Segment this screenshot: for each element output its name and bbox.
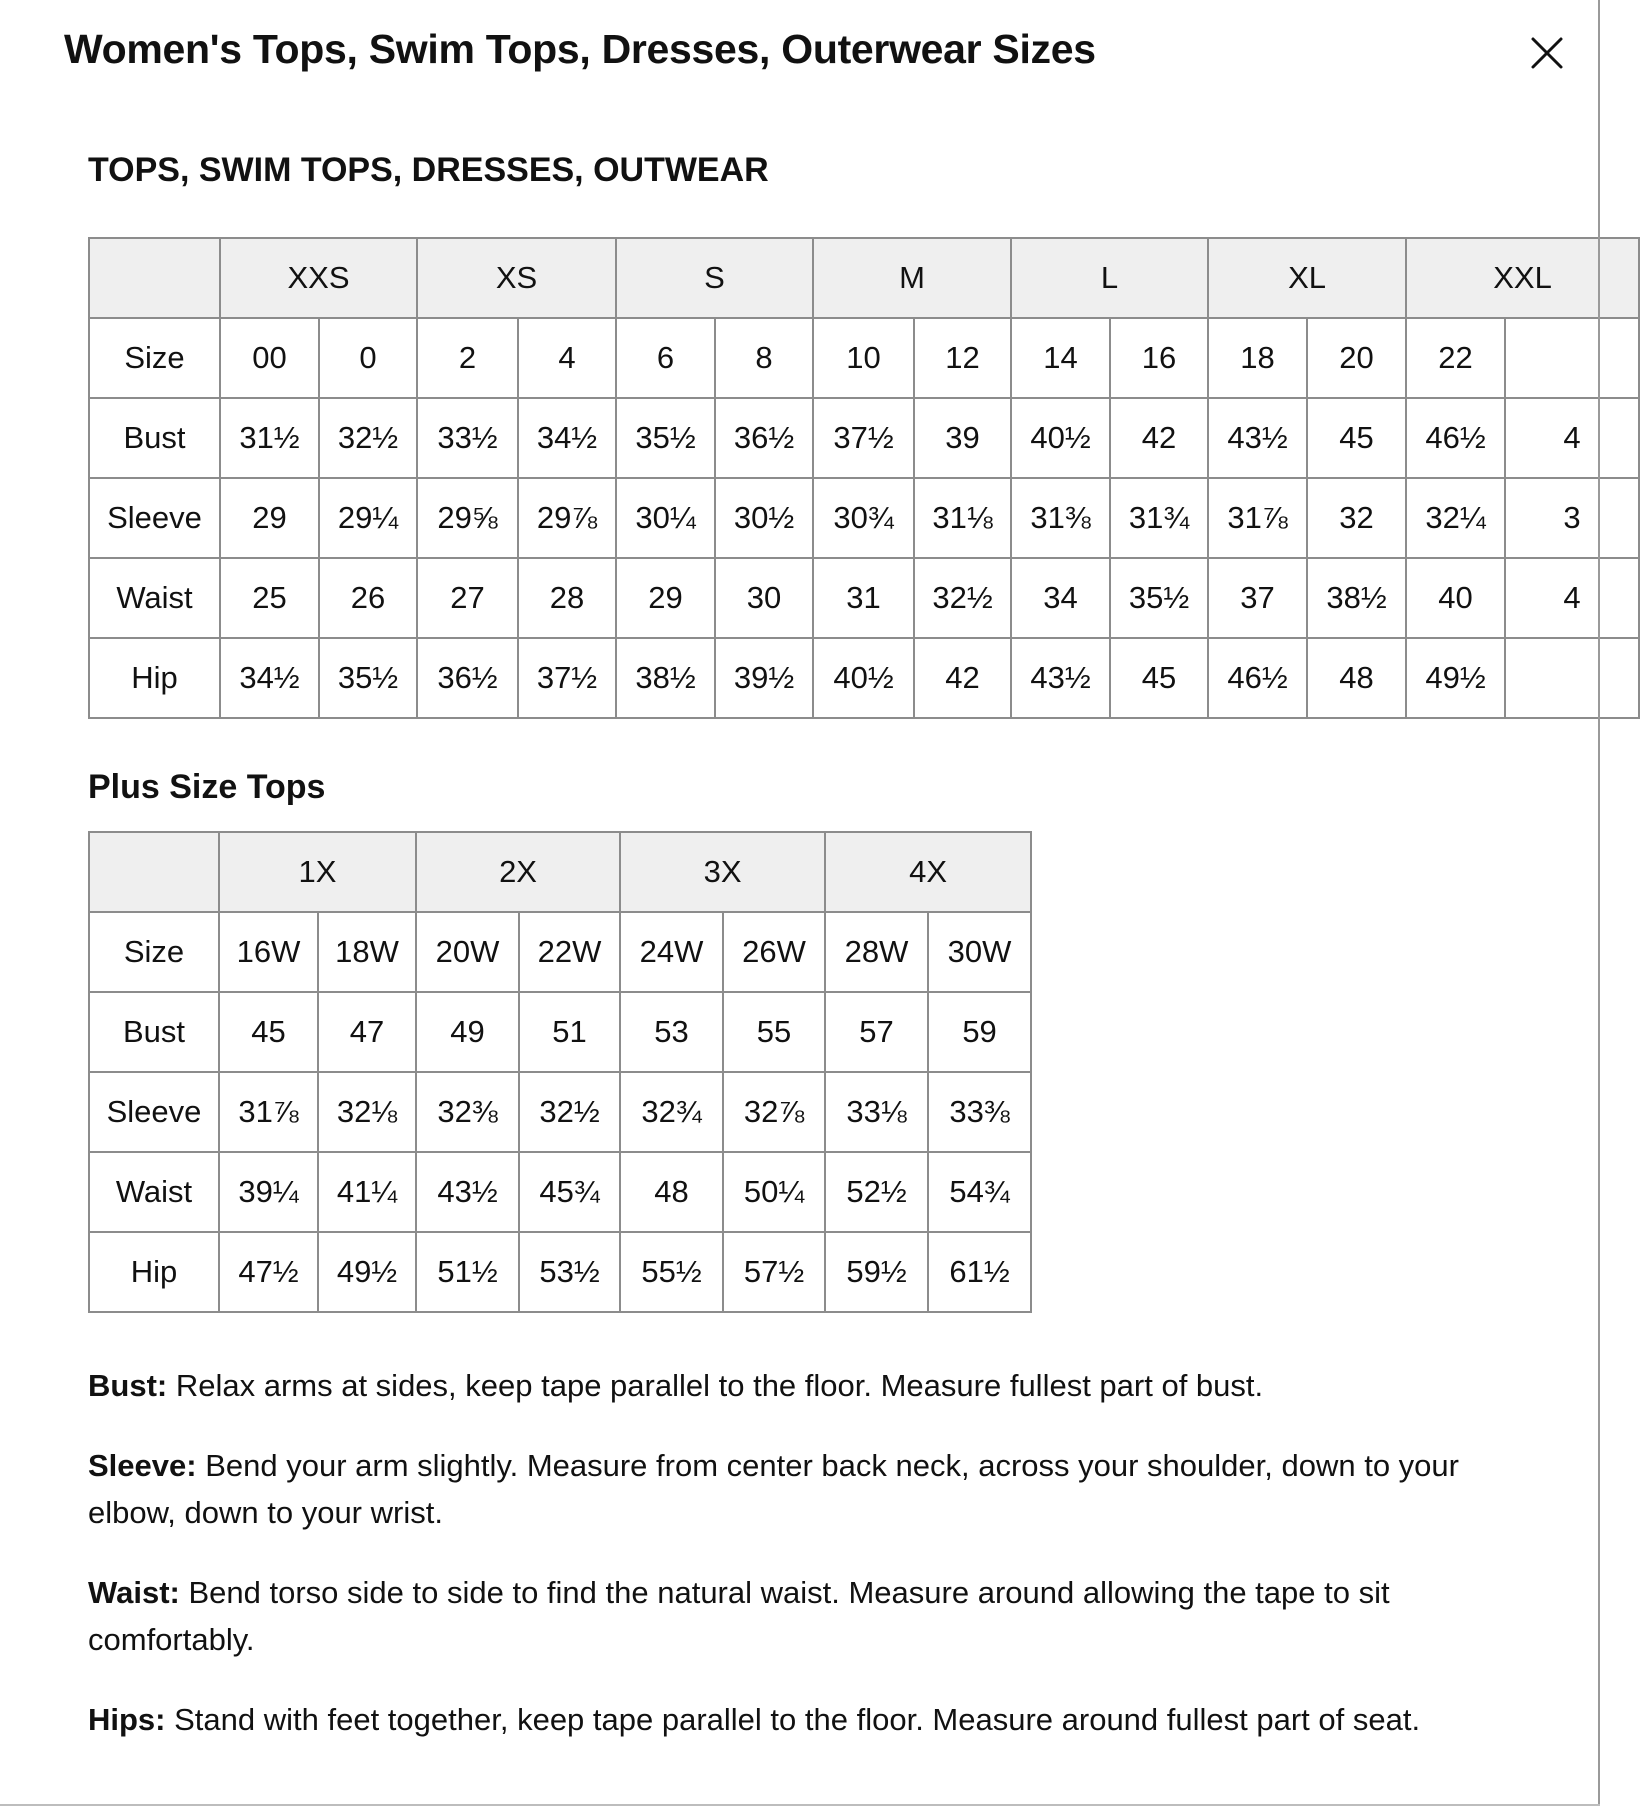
table-cell: 32½ [519, 1072, 620, 1152]
plus-table-title: Plus Size Tops [88, 768, 326, 806]
table-cell: 34½ [220, 638, 319, 718]
table-cell: 50¼ [723, 1152, 825, 1232]
table-cell: 51½ [416, 1232, 519, 1312]
table-cell: 49½ [318, 1232, 416, 1312]
table-cell: 38½ [1307, 558, 1406, 638]
table-cell: 45 [219, 992, 318, 1072]
table-cell: 32¾ [620, 1072, 723, 1152]
row-label: Bust [89, 992, 219, 1072]
table-cell: 43½ [1208, 398, 1307, 478]
note-sleeve: Sleeve: Bend your arm slightly. Measure from center back neck, across your shoulder, down to your elbow, down to your wrist. [88, 1448, 1459, 1530]
table-cell: 59 [928, 992, 1031, 1072]
page-scrollbar-edge [1598, 0, 1600, 1806]
table-cell: 49½ [1406, 638, 1505, 718]
table-row [89, 398, 1639, 478]
table-cell: 49 [416, 992, 519, 1072]
table-cell: 43½ [416, 1152, 519, 1232]
group-header: XXL [1406, 238, 1639, 318]
table-cell: 10 [813, 318, 914, 398]
table-cell: 8 [715, 318, 813, 398]
table-cell: 29¼ [319, 478, 417, 558]
table-cell: 46½ [1208, 638, 1307, 718]
table-cell: 32⅞ [723, 1072, 825, 1152]
table-cell: 45¾ [519, 1152, 620, 1232]
table-cell: 39 [914, 398, 1011, 478]
table-cell: 29⅝ [417, 478, 518, 558]
table-cell: 31 [813, 558, 914, 638]
note-waist: Waist: Bend torso side to side to find the natural waist. Measure around allowing the tape to sit comfortably. [88, 1575, 1390, 1657]
table-cell [1505, 318, 1639, 398]
table-cell: 40 [1406, 558, 1505, 638]
table-cell: 41¼ [318, 1152, 416, 1232]
table-cell: 35½ [616, 398, 715, 478]
table-cell: 27 [417, 558, 518, 638]
table-cell: 40½ [813, 638, 914, 718]
row-label: Waist [89, 1152, 219, 1232]
group-header-row [89, 832, 1031, 912]
table-cell: 61½ [928, 1232, 1031, 1312]
measurement-notes [88, 1362, 1508, 1776]
table-cell: 42 [914, 638, 1011, 718]
table-cell [1505, 638, 1639, 718]
group-header-row [89, 238, 1639, 318]
row-label: Hip [89, 638, 220, 718]
table-row [89, 1072, 1031, 1152]
table-cell: 28 [518, 558, 616, 638]
table-cell: 34 [1011, 558, 1110, 638]
row-label: Bust [89, 398, 220, 478]
group-header: S [616, 238, 813, 318]
table-cell: 32⅜ [416, 1072, 519, 1152]
table-cell: 4 [1505, 558, 1639, 638]
table-cell: 33⅜ [928, 1072, 1031, 1152]
table-cell: 36½ [417, 638, 518, 718]
table-row [89, 478, 1639, 558]
table-cell: 24W [620, 912, 723, 992]
table-cell: 47½ [219, 1232, 318, 1312]
table-cell: 33½ [417, 398, 518, 478]
table-cell: 22 [1406, 318, 1505, 398]
table-cell: 53 [620, 992, 723, 1072]
table-cell: 37½ [813, 398, 914, 478]
table-row [89, 912, 1031, 992]
modal-title: Women's Tops, Swim Tops, Dresses, Outerwear Sizes [64, 26, 1096, 72]
table-cell: 2 [417, 318, 518, 398]
table-cell: 20W [416, 912, 519, 992]
table-row [89, 1152, 1031, 1232]
table-cell: 59½ [825, 1232, 928, 1312]
table-cell: 35½ [319, 638, 417, 718]
table-cell: 33⅛ [825, 1072, 928, 1152]
table-cell: 29 [616, 558, 715, 638]
table-cell: 39½ [715, 638, 813, 718]
table-cell: 30W [928, 912, 1031, 992]
table-cell: 32½ [914, 558, 1011, 638]
table-cell: 4 [1505, 398, 1639, 478]
group-header: XXS [220, 238, 417, 318]
table-cell: 48 [620, 1152, 723, 1232]
table-row [89, 1232, 1031, 1312]
table-cell: 31¾ [1110, 478, 1208, 558]
group-header: XL [1208, 238, 1406, 318]
table-cell: 42 [1110, 398, 1208, 478]
table-cell: 45 [1307, 398, 1406, 478]
close-icon[interactable] [1528, 34, 1566, 72]
corner-cell [89, 832, 219, 912]
table-row [89, 318, 1639, 398]
table-cell: 57 [825, 992, 928, 1072]
table-cell: 29⅞ [518, 478, 616, 558]
table-row [89, 638, 1639, 718]
table-cell: 54¾ [928, 1152, 1031, 1232]
table-cell: 39¼ [219, 1152, 318, 1232]
note-hips: Hips: Stand with feet together, keep tape parallel to the floor. Measure around fullest part of seat. [88, 1702, 1421, 1737]
table-cell: 25 [220, 558, 319, 638]
table-cell: 14 [1011, 318, 1110, 398]
main-size-table [88, 237, 1640, 719]
plus-table-wrap [88, 831, 1031, 1325]
table-cell: 46½ [1406, 398, 1505, 478]
group-header: XS [417, 238, 616, 318]
main-table-title: TOPS, SWIM TOPS, DRESSES, OUTWEAR [88, 151, 769, 189]
table-cell: 55½ [620, 1232, 723, 1312]
row-label: Size [89, 912, 219, 992]
table-cell: 30¼ [616, 478, 715, 558]
table-row [89, 558, 1639, 638]
table-cell: 32 [1307, 478, 1406, 558]
table-cell: 16 [1110, 318, 1208, 398]
table-cell: 29 [220, 478, 319, 558]
note-bust: Bust: Relax arms at sides, keep tape parallel to the floor. Measure fullest part of bust. [88, 1368, 1264, 1403]
table-cell: 52½ [825, 1152, 928, 1232]
table-cell: 32¼ [1406, 478, 1505, 558]
row-label: Waist [89, 558, 220, 638]
close-button[interactable] [1528, 34, 1566, 72]
table-cell: 31½ [220, 398, 319, 478]
corner-cell [89, 238, 220, 318]
row-label: Hip [89, 1232, 219, 1312]
table-cell: 32½ [319, 398, 417, 478]
plus-size-table [88, 831, 1032, 1313]
group-header: M [813, 238, 1011, 318]
group-header: 4X [825, 832, 1031, 912]
table-cell: 6 [616, 318, 715, 398]
table-cell: 40½ [1011, 398, 1110, 478]
table-cell: 28W [825, 912, 928, 992]
table-cell: 43½ [1011, 638, 1110, 718]
table-cell: 31⅞ [1208, 478, 1307, 558]
table-cell: 00 [220, 318, 319, 398]
table-cell: 4 [518, 318, 616, 398]
table-cell: 47 [318, 992, 416, 1072]
table-cell: 51 [519, 992, 620, 1072]
group-header: L [1011, 238, 1208, 318]
table-cell: 30 [715, 558, 813, 638]
table-cell: 37½ [518, 638, 616, 718]
group-header: 2X [416, 832, 620, 912]
row-label: Size [89, 318, 220, 398]
table-cell: 22W [519, 912, 620, 992]
row-label: Sleeve [89, 478, 220, 558]
table-row [89, 992, 1031, 1072]
table-cell: 38½ [616, 638, 715, 718]
table-cell: 18 [1208, 318, 1307, 398]
table-cell: 31⅞ [219, 1072, 318, 1152]
group-header: 3X [620, 832, 825, 912]
table-cell: 48 [1307, 638, 1406, 718]
table-cell: 55 [723, 992, 825, 1072]
table-cell: 18W [318, 912, 416, 992]
table-cell: 57½ [723, 1232, 825, 1312]
table-cell: 45 [1110, 638, 1208, 718]
table-cell: 37 [1208, 558, 1307, 638]
table-cell: 34½ [518, 398, 616, 478]
table-cell: 3 [1505, 478, 1639, 558]
group-header: 1X [219, 832, 416, 912]
table-cell: 31⅛ [914, 478, 1011, 558]
table-cell: 16W [219, 912, 318, 992]
table-cell: 32⅛ [318, 1072, 416, 1152]
table-cell: 31⅜ [1011, 478, 1110, 558]
table-cell: 30¾ [813, 478, 914, 558]
table-cell: 12 [914, 318, 1011, 398]
table-cell: 30½ [715, 478, 813, 558]
table-cell: 36½ [715, 398, 813, 478]
table-cell: 0 [319, 318, 417, 398]
table-cell: 35½ [1110, 558, 1208, 638]
table-cell: 26W [723, 912, 825, 992]
table-cell: 26 [319, 558, 417, 638]
table-cell: 20 [1307, 318, 1406, 398]
main-table-scroll[interactable] [88, 237, 1581, 730]
row-label: Sleeve [89, 1072, 219, 1152]
table-cell: 53½ [519, 1232, 620, 1312]
